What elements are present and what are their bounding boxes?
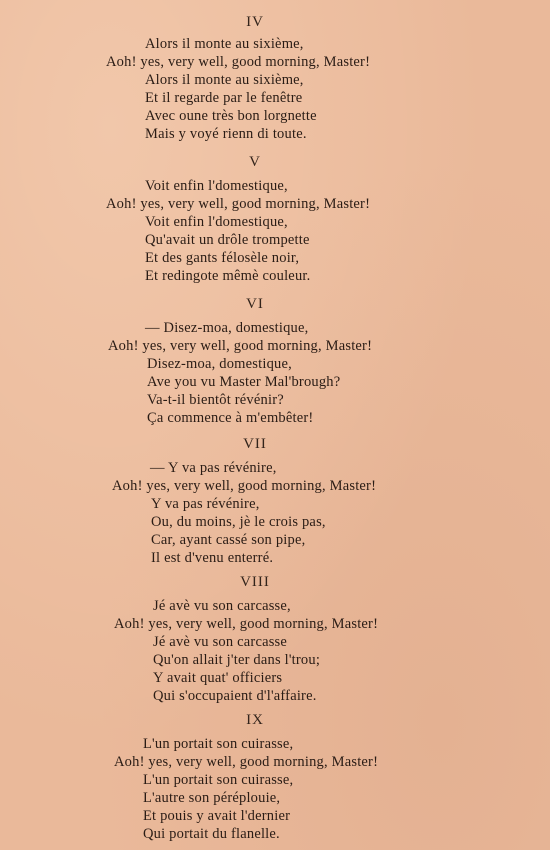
refrain-line: Aoh! yes, very well, good morning, Master! bbox=[114, 754, 379, 770]
stanza-numeral: IX bbox=[246, 712, 264, 728]
verse-line: L'autre son péréplouie, bbox=[143, 790, 281, 806]
verse-line: L'un portait son cuirasse, bbox=[143, 736, 294, 752]
verse-line: Va-t-il bientôt révénir? bbox=[147, 392, 284, 408]
refrain-line: Aoh! yes, very well, good morning, Master! bbox=[108, 338, 373, 354]
verse-line: Et il regarde par le fenêtre bbox=[145, 90, 303, 106]
verse-line: L'un portait son cuirasse, bbox=[143, 772, 294, 788]
verse-line: Y va pas révénire, bbox=[151, 496, 260, 512]
verse-line: Voit enfin l'domestique, bbox=[145, 178, 288, 194]
verse-line: Alors il monte au sixième, bbox=[145, 72, 304, 88]
stanza-numeral: VI bbox=[246, 296, 264, 312]
verse-line: Y avait quat' officiers bbox=[153, 670, 283, 686]
verse-line: Jé avè vu son carcasse bbox=[153, 634, 288, 650]
verse-line: Qui s'occupaient d'l'affaire. bbox=[153, 688, 317, 704]
verse-line: Voit enfin l'domestique, bbox=[145, 214, 288, 230]
verse-line: Qui portait du flanelle. bbox=[143, 826, 280, 842]
refrain-line: Aoh! yes, very well, good morning, Master! bbox=[106, 54, 371, 70]
refrain-line: Aoh! yes, very well, good morning, Master! bbox=[106, 196, 371, 212]
verse-line: Et des gants félosèle noir, bbox=[145, 250, 300, 266]
verse-line: Qu'on allait j'ter dans l'trou; bbox=[153, 652, 321, 668]
verse-line: Ou, du moins, jè le crois pas, bbox=[151, 514, 326, 530]
verse-line: Ça commence à m'embêter! bbox=[147, 410, 314, 426]
verse-line: Jé avè vu son carcasse, bbox=[153, 598, 291, 614]
verse-line: Ave you vu Master Mal'brough? bbox=[147, 374, 341, 390]
stanza-numeral: IV bbox=[246, 14, 264, 30]
verse-line: Qu'avait un drôle trompette bbox=[145, 232, 310, 248]
verse-line: Alors il monte au sixième, bbox=[145, 36, 304, 52]
verse-line: — Disez-moa, domestique, bbox=[145, 320, 309, 336]
verse-line: Et pouis y avait l'dernier bbox=[143, 808, 291, 824]
verse-line: Il est d'venu enterré. bbox=[151, 550, 274, 566]
stanza-numeral: VIII bbox=[240, 574, 270, 590]
verse-line: — Y va pas révénire, bbox=[150, 460, 277, 476]
verse-line: Mais y voyé rienn di toute. bbox=[145, 126, 307, 142]
stanza-numeral: V bbox=[249, 154, 261, 170]
verse-line: Disez-moa, domestique, bbox=[147, 356, 292, 372]
refrain-line: Aoh! yes, very well, good morning, Master! bbox=[114, 616, 379, 632]
verse-line: Et redingote mêmè couleur. bbox=[145, 268, 311, 284]
refrain-line: Aoh! yes, very well, good morning, Master! bbox=[112, 478, 377, 494]
verse-line: Car, ayant cassé son pipe, bbox=[151, 532, 306, 548]
stanza-numeral: VII bbox=[243, 436, 267, 452]
verse-line: Avec oune très bon lorgnette bbox=[145, 108, 317, 124]
